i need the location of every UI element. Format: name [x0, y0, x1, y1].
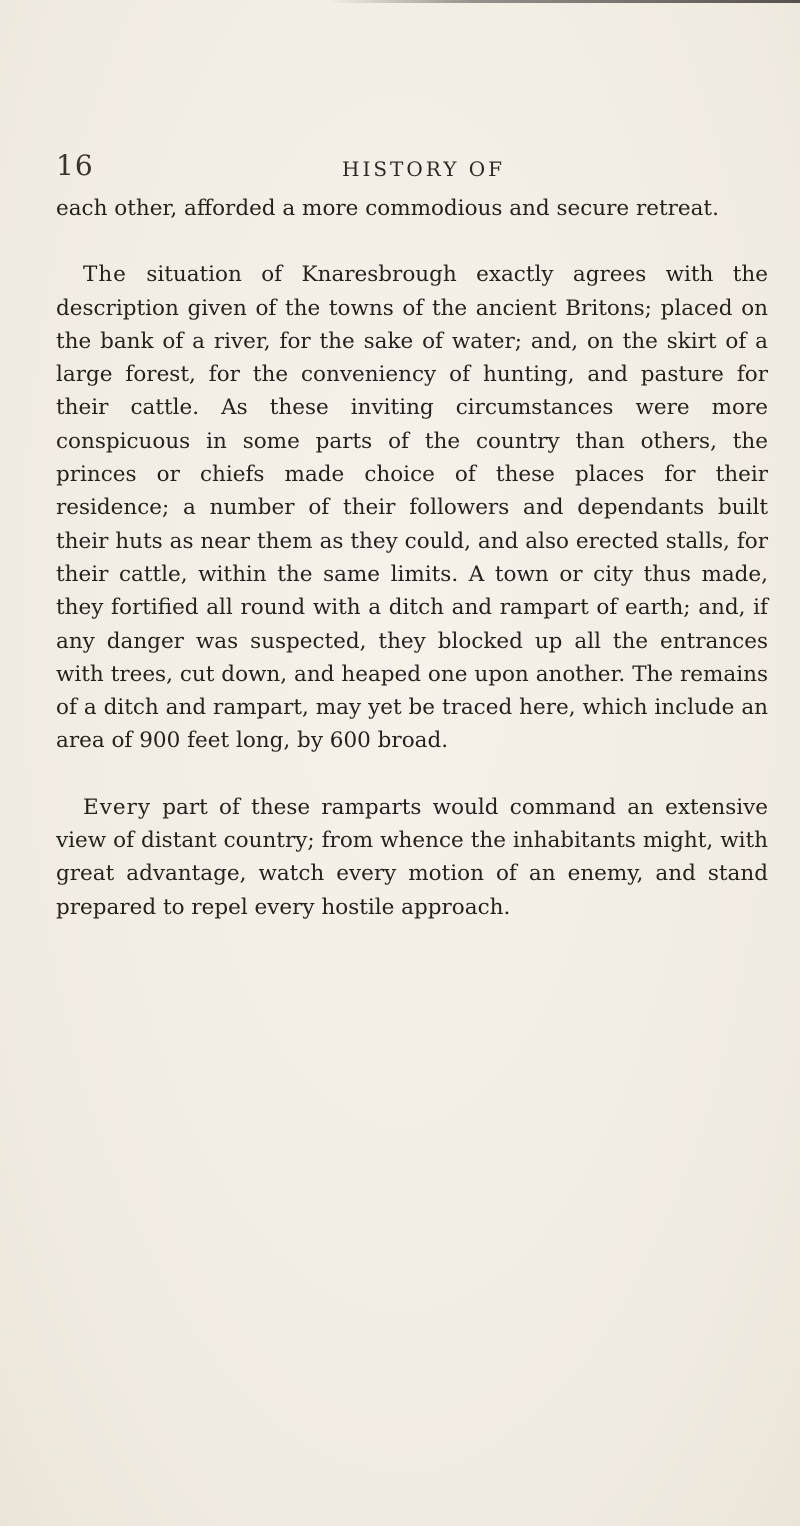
paragraph-text: part of these ramparts would command an extensive view of distant country; from whence the inhabitants might, with great advantage, watch every motion of an enemy, and stand prepared to repel every hostile approach.: [56, 794, 768, 920]
paragraph-situation: [56, 258, 768, 757]
top-edge-rule: [330, 0, 800, 3]
paragraph-ramparts: [56, 791, 768, 924]
paragraph-text: situation of Knaresbrough exactly agrees with the description given of the towns of the ancient Britons; placed on the bank of a river, for the sake of water; and, on the skirt of a large forest, for the conveniency of hunting, and pasture for their cattle. As these inviting circumstances were more conspicuous in some parts of the country than others, the princes or chiefs made choice of these places for their residence; a number of their followers and dependants built their huts as near them as they could, and also erected stalls, for their cattle, within the same limits. A town or city thus made, they fortified all round with a ditch and rampart of earth; and, if any danger was suspected, they blocked up all the entrances with trees, cut down, and heaped one upon another. The remains of a ditch and rampart, may yet be traced here, which include an area of 900 feet long, by 600 broad.: [56, 262, 768, 754]
paragraph-continuation: [56, 192, 768, 225]
paragraph-lead-word: Every: [83, 794, 151, 820]
body-text: [56, 192, 768, 924]
paragraph-lead-word: The: [83, 262, 127, 288]
running-head: HISTORY OF: [342, 157, 506, 181]
paragraph-text: each other, afforded a more commodious and secure retreat.: [56, 196, 719, 221]
page-number: 16: [56, 149, 94, 182]
